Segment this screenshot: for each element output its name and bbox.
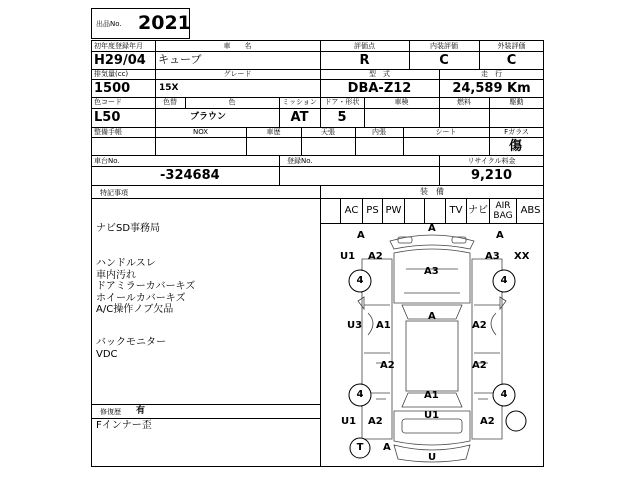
- damage-rear-u1: U1: [424, 410, 440, 421]
- tire-fl-value: 4: [356, 275, 364, 286]
- remark-line: A/C操作ノブ欠品: [96, 304, 174, 315]
- mileage: 24,589 Km: [452, 81, 531, 96]
- displacement-label: 排気量(cc): [94, 70, 129, 78]
- damage-front-top: A: [428, 223, 436, 234]
- mission-label: ミッション: [282, 98, 317, 106]
- damage-bottom-u: U: [428, 452, 437, 463]
- color-label: 色: [228, 98, 236, 106]
- windshield-label: Fガラス: [504, 128, 529, 136]
- score-label: 評価点: [354, 42, 375, 50]
- mission: AT: [290, 110, 309, 125]
- model-code: DBA-Z12: [347, 81, 412, 96]
- tire-rl-value: 4: [356, 389, 364, 400]
- drive-label: 駆動: [509, 98, 524, 106]
- model-label: 型 式: [369, 70, 390, 78]
- chassis-label: 車台No.: [94, 157, 120, 165]
- equipment-blank: [404, 199, 424, 223]
- remark-line: ナビSD事務局: [96, 223, 161, 234]
- color-code-label: 色コード: [94, 98, 122, 106]
- grid-line: [91, 108, 544, 109]
- equipment-ac: AC: [340, 199, 362, 223]
- color-change-label: 色替: [163, 98, 177, 106]
- damage-hood: A3: [424, 266, 439, 277]
- reg-date-label: 初年度登録年月: [94, 42, 143, 50]
- grid-line: [91, 166, 544, 167]
- interior-grade: C: [439, 53, 449, 68]
- grid-line: [91, 79, 544, 80]
- color-code: L50: [94, 110, 121, 125]
- grade-label: グレード: [223, 70, 252, 78]
- damage-bottom-a: A: [383, 442, 391, 453]
- recycle-label: リサイクル料金: [467, 157, 516, 165]
- color-name: ブラウン: [190, 112, 227, 122]
- repair-history-value: 有: [136, 406, 146, 416]
- equipment-ps: PS: [362, 199, 382, 223]
- damage-left-a2: A2: [380, 360, 395, 371]
- repair-history-label: 修復歴: [100, 408, 121, 416]
- doors-label: ドア・形状: [324, 98, 360, 106]
- remarks-label: 特記事項: [100, 189, 128, 197]
- roof-lining-label: 天張: [321, 128, 335, 136]
- car-name: キューブ: [158, 53, 202, 66]
- grade: 15X: [159, 83, 179, 93]
- damage-rr-a2: A2: [480, 416, 495, 427]
- registration-label: 登録No.: [287, 157, 313, 165]
- grid-line: [91, 51, 544, 52]
- damage-fr-a3: A3: [485, 251, 500, 262]
- exterior-label: 外装評価: [497, 42, 526, 50]
- lot-number: 2021: [138, 12, 191, 34]
- car-name-label: 車 名: [223, 42, 252, 50]
- damage-fl-u1: U1: [340, 251, 356, 262]
- damage-fl-a2: A2: [368, 251, 383, 262]
- grid-line: [279, 155, 280, 185]
- nox-label: NOX: [192, 128, 209, 136]
- equipment-airbag: AIR BAG: [489, 199, 516, 223]
- windshield-value: 傷: [509, 139, 523, 154]
- repair-note: Fインナー歪: [96, 420, 152, 431]
- damage-right-a2b: A2: [472, 360, 487, 371]
- rear-part-circle: [506, 411, 526, 431]
- equipment-label: 装 備: [420, 187, 444, 196]
- spare-tire-value: T: [356, 442, 364, 453]
- damage-front-right: A: [496, 230, 504, 241]
- damage-rl-u1: U1: [341, 416, 357, 427]
- remark-line: VDC: [96, 348, 118, 360]
- chassis-number: -324684: [160, 168, 220, 183]
- tire-rr-value: 4: [500, 389, 508, 400]
- equipment-abs: ABS: [516, 199, 544, 223]
- tire-fr-value: 4: [500, 275, 508, 286]
- remark-line: ドアミラーカバーキズ: [96, 281, 196, 292]
- damage-left-a1: A1: [376, 320, 391, 331]
- grid-line: [91, 185, 544, 186]
- damage-trunk: A1: [424, 390, 439, 401]
- damage-right-a2: A2: [472, 320, 487, 331]
- grid-line: [91, 137, 544, 138]
- grid-line: [91, 155, 544, 156]
- inspection-label: 車検: [394, 98, 409, 106]
- exterior-grade: C: [506, 53, 517, 68]
- damage-roof: A: [428, 311, 436, 322]
- grid-line: [91, 418, 320, 419]
- maintenance-label: 整備手帳: [94, 128, 122, 136]
- seat-label: シート: [435, 128, 457, 136]
- score: R: [359, 53, 370, 68]
- remark-line: ホイールカバーキズ: [96, 292, 186, 304]
- interior-lining-label: 内張: [372, 128, 386, 136]
- recycle-fee: 9,210: [470, 168, 513, 183]
- doors: 5: [337, 110, 347, 125]
- interior-label: 内装評価: [430, 42, 458, 50]
- lot-number-label: 出品No.: [96, 20, 122, 28]
- damage-fr-xx: XX: [514, 251, 530, 262]
- equipment-navi: ナビ: [466, 199, 489, 223]
- equipment-pw: PW: [382, 199, 404, 223]
- reg-date: H29/04: [94, 53, 146, 68]
- damage-front-left: A: [357, 230, 365, 241]
- remark-line: 車内汚れ: [96, 269, 136, 281]
- remark-line: ハンドルスレ: [96, 258, 156, 269]
- equipment-tv: TV: [445, 199, 466, 223]
- fuel-label: 燃料: [457, 98, 471, 106]
- damage-rl-a2: A2: [368, 416, 383, 427]
- mileage-label: 走 行: [481, 70, 502, 78]
- remark-line: バックモニター: [96, 337, 166, 348]
- displacement: 1500: [94, 81, 131, 96]
- grid-line: [91, 404, 320, 405]
- equipment-blank: [424, 199, 445, 223]
- damage-left-u3: U3: [347, 320, 363, 331]
- history-label: 車歴: [266, 128, 281, 136]
